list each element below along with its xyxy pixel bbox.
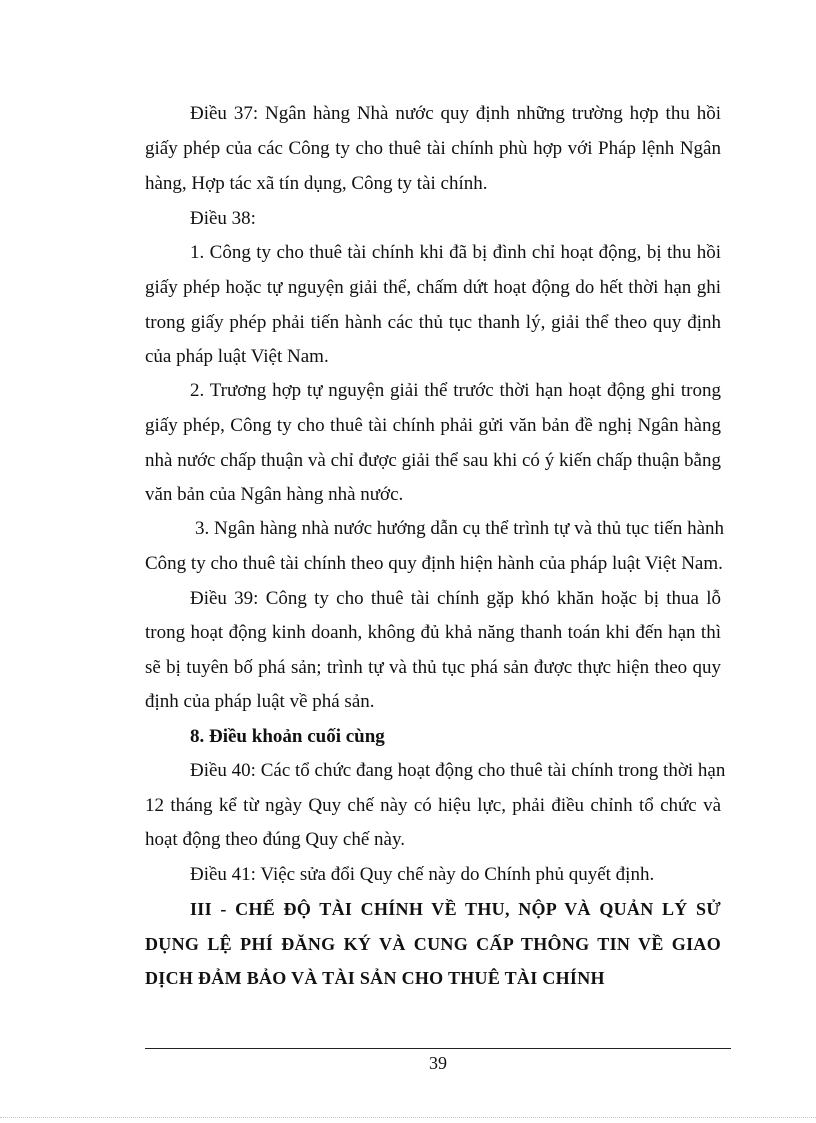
chapter-iii-heading-line-3: DỊCH ĐẢM BẢO VÀ TÀI SẢN CHO THUÊ TÀI CHÍNH xyxy=(145,968,605,988)
article-38-clause-2-line-1: 2. Trương hợp tự nguyện giải thể trước thời hạn hoạt động ghi trong xyxy=(190,380,721,401)
article-41-line-1: Điều 41: Việc sửa đổi Quy chế này do Chính phủ quyết định. xyxy=(190,864,655,885)
article-39-line-3: sẽ bị tuyên bố phá sản; trình tự và thủ tục phá sản được thực hiện theo quy xyxy=(145,657,721,678)
article-38-clause-1-line-3: trong giấy phép phải tiến hành các thủ tục thanh lý, giải thể theo quy định xyxy=(145,312,721,333)
article-40-line-2: 12 tháng kể từ ngày Quy chế này có hiệu lực, phải điều chỉnh tổ chức và xyxy=(145,795,721,816)
article-37-line-1: Điều 37: Ngân hàng Nhà nước quy định những trường hợp thu hồi xyxy=(190,103,721,124)
article-39-line-1: Điều 39: Công ty cho thuê tài chính gặp khó khăn hoặc bị thua lỗ xyxy=(190,588,721,609)
article-39-line-4: định của pháp luật về phá sản. xyxy=(145,691,375,712)
article-37-line-3: hàng, Hợp tác xã tín dụng, Công ty tài chính. xyxy=(145,173,488,194)
section-8-heading: 8. Điều khoản cuối cùng xyxy=(190,726,385,747)
article-38-clause-2-line-2: giấy phép, Công ty cho thuê tài chính phải gửi văn bản đề nghị Ngân hàng xyxy=(145,415,721,436)
chapter-iii-heading-line-1: III - CHẾ ĐỘ TÀI CHÍNH VỀ THU, NỘP VÀ QUẢN LÝ SỬ xyxy=(190,899,721,919)
article-37-line-2: giấy phép của các Công ty cho thuê tài chính phù hợp với Pháp lệnh Ngân xyxy=(145,138,721,159)
article-38-clause-3-line-1: 3. Ngân hàng nhà nước hướng dẫn cụ thể trình tự và thủ tục tiến hành xyxy=(195,518,725,539)
footer-divider xyxy=(145,1048,731,1049)
article-38-clause-3-line-2: Công ty cho thuê tài chính theo quy định hiện hành của pháp luật Việt Nam. xyxy=(145,553,723,574)
article-38-heading: Điều 38: xyxy=(190,208,256,229)
article-40-line-3: hoạt động theo đúng Quy chế này. xyxy=(145,829,405,850)
article-40-line-1: Điều 40: Các tổ chức đang hoạt động cho thuê tài chính trong thời hạn xyxy=(190,760,726,781)
page-number: 39 xyxy=(429,1053,447,1073)
article-38-clause-2-line-3: nhà nước chấp thuận và chỉ được giải thể sau khi có ý kiến chấp thuận bằng xyxy=(145,450,721,471)
article-38-clause-1-line-1: 1. Công ty cho thuê tài chính khi đã bị đình chỉ hoạt động, bị thu hồi xyxy=(190,242,721,263)
page-bottom-border xyxy=(0,1117,816,1118)
article-38-clause-2-line-4: văn bản của Ngân hàng nhà nước. xyxy=(145,484,404,505)
article-38-clause-1-line-2: giấy phép hoặc tự nguyện giải thể, chấm dứt hoạt động do hết thời hạn ghi xyxy=(145,277,721,298)
article-39-line-2: trong hoạt động kinh doanh, không đủ khả năng thanh toán khi đến hạn thì xyxy=(145,622,721,643)
chapter-iii-heading-line-2: DỤNG LỆ PHÍ ĐĂNG KÝ VÀ CUNG CẤP THÔNG TIN VỀ GIAO xyxy=(145,934,721,954)
article-38-clause-1-line-4: của pháp luật Việt Nam. xyxy=(145,346,329,367)
